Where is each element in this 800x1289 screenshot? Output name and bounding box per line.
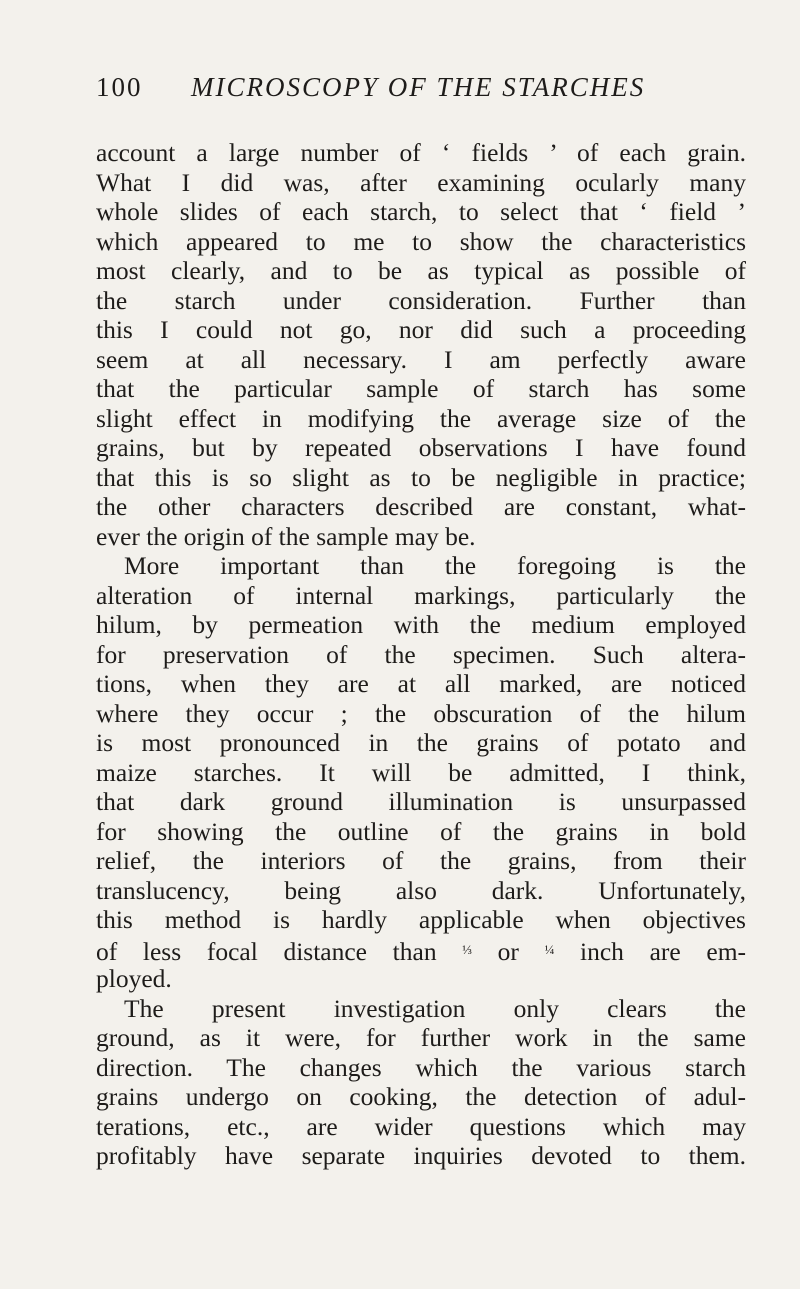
text-line: where they occur ; the obscuration of the hilum (96, 698, 746, 728)
text-line: slight effect in modifying the average size of the (96, 403, 746, 433)
text-segment: inch are em- (580, 936, 747, 966)
text-line: is most pronounced in the grains of potato and (96, 728, 746, 757)
text-line: direction. The changes which the various starch (96, 1052, 746, 1082)
page-number: 100 (96, 72, 143, 102)
fraction-one-third: ⅓ (462, 941, 472, 957)
text-line: the other characters described are constant, what- (96, 492, 746, 521)
text-line: translucency, being also dark. Unfortunately, (96, 875, 746, 905)
text-line: tions, when they are at all marked, are noticed (96, 669, 746, 698)
text-segment: or (497, 936, 519, 966)
text-line: relief, the interiors of the grains, from their (96, 846, 746, 875)
text-line: profitably have separate inquiries devoted to them. (96, 1141, 746, 1170)
text-segment: of less focal distance than (96, 936, 437, 966)
text-line: which appeared to me to show the characteristics (96, 226, 746, 256)
text-line: most clearly, and to be as typical as possible of (96, 256, 746, 285)
running-title: MICROSCOPY OF THE STARCHES (191, 72, 646, 102)
text-line: for showing the outline of the grains in bold (96, 816, 746, 846)
text-line: The present investigation only clears the (124, 993, 746, 1023)
text-line: grains undergo on cooking, the detection of adul- (96, 1082, 746, 1111)
text-line: this method is hardly applicable when objectives (96, 905, 746, 934)
text-line: terations, etc., are wider questions which may (96, 1111, 746, 1141)
text-line: account a large number of ‘ fields ’ of each grain. (96, 138, 746, 167)
text-line-fractions (96, 935, 746, 965)
text-line: whole slides of each starch, to select that ‘ field ’ (96, 197, 746, 226)
body-text (96, 138, 746, 1171)
text-line: hilum, by permeation with the medium employed (96, 610, 746, 639)
text-line: alteration of internal markings, particularly the (96, 580, 746, 610)
text-line: ground, as it were, for further work in the same (96, 1023, 746, 1052)
text-line: for preservation of the specimen. Such altera- (96, 639, 746, 669)
text-line: What I did was, after examining ocularly many (96, 167, 746, 197)
text-line: maize starches. It will be admitted, I think, (96, 757, 746, 787)
fraction-one-quarter: ¼ (544, 941, 555, 957)
running-head (96, 72, 716, 103)
text-line: this I could not go, nor did such a proceeding (96, 315, 746, 344)
text-line: the starch under consideration. Further than (96, 285, 746, 315)
text-line: seem at all necessary. I am perfectly aware (96, 344, 746, 374)
text-line: ever the origin of the sample may be. (96, 521, 476, 551)
text-line: that this is so slight as to be negligible in practice; (96, 462, 746, 492)
text-line: grains, but by repeated observations I have found (96, 433, 746, 462)
text-line: that dark ground illumination is unsurpassed (96, 787, 746, 816)
text-line: ployed. (96, 964, 172, 993)
text-line: More important than the foregoing is the (124, 551, 746, 580)
text-line: that the particular sample of starch has some (96, 374, 746, 403)
